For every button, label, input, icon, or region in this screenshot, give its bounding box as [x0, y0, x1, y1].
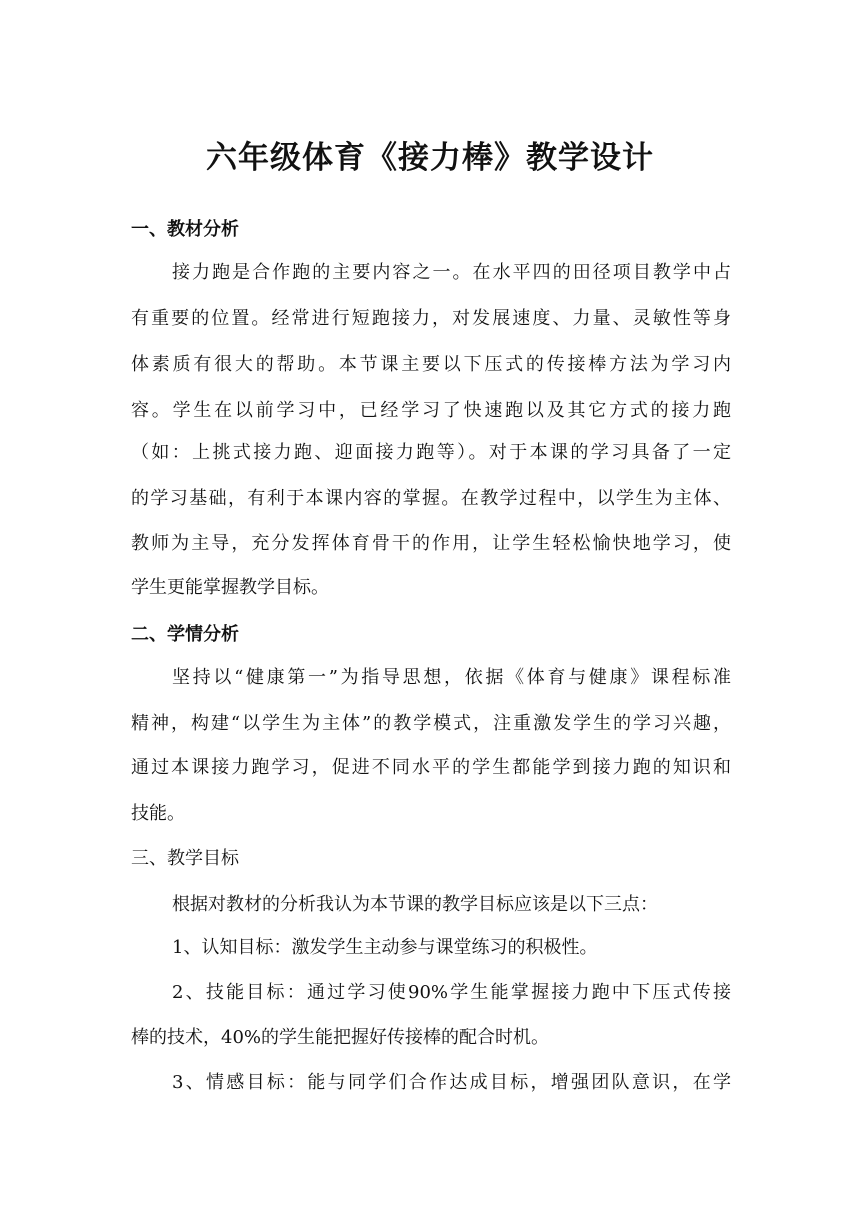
section-heading-material-analysis: 一、教材分析: [131, 219, 239, 240]
paragraph-line: 接力跑是合作跑的主要内容之一。在水平四的田径项目教学中占: [172, 262, 731, 283]
section-heading-teaching-goals: 三、教学目标: [131, 848, 239, 869]
section-heading-student-analysis: 二、学情分析: [131, 624, 239, 645]
paragraph-line: 体素质有很大的帮助。本节课主要以下压式的传接棒方法为学习内: [131, 354, 731, 375]
paragraph-line: 学生更能掌握教学目标。: [131, 577, 329, 598]
paragraph-line: 坚持以“健康第一”为指导思想，依据《体育与健康》课程标准: [172, 667, 731, 688]
paragraph-line: 根据对教材的分析我认为本节课的教学目标应该是以下三点：: [172, 894, 658, 915]
document-title: 六年级体育《接力棒》教学设计: [206, 140, 654, 176]
paragraph-line: 通过本课接力跑学习，促进不同水平的学生都能学到接力跑的知识和: [131, 757, 731, 778]
paragraph-line: 教师为主导，充分发挥体育骨干的作用，让学生轻松愉快地学习，使: [131, 533, 731, 554]
paragraph-line: 容。学生在以前学习中，已经学习了快速跑以及其它方式的接力跑: [131, 400, 731, 421]
paragraph-line: 有重要的位置。经常进行短跑接力，对发展速度、力量、灵敏性等身: [131, 308, 731, 329]
paragraph-line: 的学习基础，有利于本课内容的掌握。在教学过程中，以学生为主体、: [131, 488, 731, 509]
goal-emotional: 3、情感目标：能与同学们合作达成目标，增强团队意识，在学: [172, 1072, 731, 1093]
goal-skill: 2、技能目标：通过学习使90%学生能掌握接力跑中下压式传接: [172, 982, 731, 1003]
paragraph-line: 棒的技术，40%的学生能把握好传接棒的配合时机。: [131, 1027, 550, 1048]
paragraph-line: （如：上挑式接力跑、迎面接力跑等）。对于本课的学习具备了一定: [131, 442, 731, 463]
goal-cognitive: 1、认知目标：激发学生主动参与课堂练习的积极性。: [172, 937, 598, 958]
paragraph-line: 技能。: [131, 803, 185, 824]
paragraph-line: 精神，构建“以学生为主体”的教学模式，注重激发学生的学习兴趣，: [131, 713, 731, 734]
